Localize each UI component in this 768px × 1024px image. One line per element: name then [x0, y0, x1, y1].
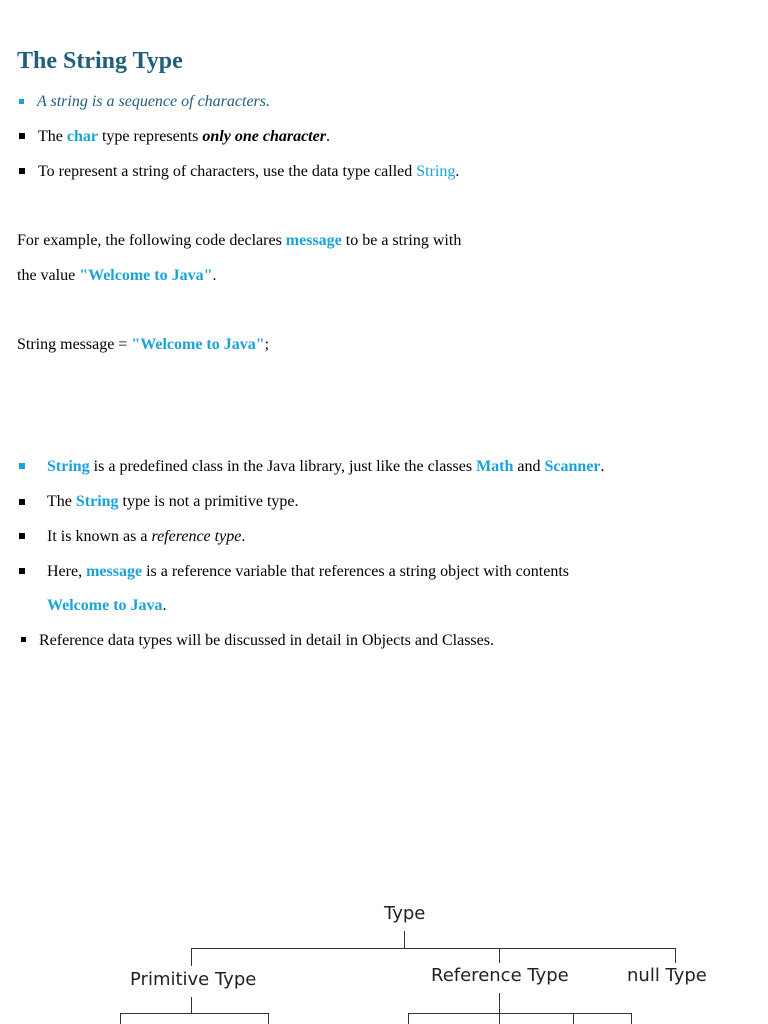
emphasis-text: reference type [151, 528, 242, 545]
text-segment: to be a string with [341, 232, 462, 249]
keyword-scanner: Scanner [544, 458, 601, 475]
diagram-root-type: Type [384, 903, 426, 924]
diagram-reference-type: Reference Type [431, 965, 569, 986]
text-segment: . [600, 458, 605, 475]
text-segment: . [212, 267, 217, 284]
diagram-connector [499, 993, 500, 1013]
diagram-primitive-type: Primitive Type [130, 969, 257, 990]
string-class-text [47, 458, 605, 476]
text-segment: The [47, 493, 76, 510]
text-segment: and [513, 458, 545, 475]
keyword-math: Math [476, 458, 514, 475]
keyword-char: char [66, 128, 98, 145]
text-segment: String message = [17, 336, 132, 353]
bullet-icon [19, 568, 25, 574]
not-primitive-text [47, 493, 299, 511]
string-literal: "Welcome to Java" [131, 336, 265, 353]
diagram-connector [120, 1013, 121, 1024]
diagram-connector [573, 1013, 574, 1024]
diagram-connector [268, 1013, 269, 1024]
keyword-message: message [285, 232, 342, 249]
bullet-icon [19, 99, 24, 104]
reference-variable-continuation [47, 597, 167, 615]
keyword-string: String [416, 163, 456, 180]
diagram-connector [408, 1013, 632, 1014]
char-type-text [38, 128, 330, 146]
text-segment: ; [264, 336, 270, 353]
text-segment: type is not a primitive type. [118, 493, 299, 510]
diagram-connector [404, 931, 405, 948]
diagram-connector [191, 948, 676, 949]
text-segment: . [241, 528, 246, 545]
reference-variable-text [47, 563, 569, 581]
text-segment: For example, the following code declares [17, 232, 286, 249]
diagram-connector [408, 1013, 409, 1024]
text-segment: To represent a string of characters, use the data type called [38, 163, 417, 180]
example-line-1 [17, 232, 461, 250]
keyword-string: String [47, 458, 90, 475]
bullet-icon [19, 168, 25, 174]
text-segment: is a predefined class in the Java library, just like the classes [89, 458, 477, 475]
diagram-connector [120, 1013, 269, 1014]
text-segment: The [38, 128, 67, 145]
diagram-connector [631, 1013, 632, 1024]
page-title: The String Type [17, 48, 183, 74]
text-segment: Here, [47, 563, 87, 580]
bullet-icon [19, 533, 25, 539]
objects-classes-text: Reference data types will be discussed in detail in Objects and Classes. [39, 632, 494, 649]
code-line [17, 336, 269, 354]
definition-text: A string is a sequence of characters. [37, 93, 271, 110]
reference-type-text [47, 528, 245, 546]
diagram-null-type: null Type [627, 965, 707, 986]
keyword-message: message [86, 563, 143, 580]
text-segment: It is known as a [47, 528, 152, 545]
keyword-welcome: "Welcome to Java" [79, 267, 213, 284]
bullet-icon [21, 637, 26, 642]
emphasis-text: only one character [202, 128, 326, 145]
bullet-icon [19, 499, 25, 505]
keyword-welcome: Welcome to Java [47, 597, 163, 614]
text-segment: the value [17, 267, 80, 284]
bullet-icon [19, 463, 25, 469]
diagram-connector [675, 948, 676, 963]
diagram-connector [191, 997, 192, 1013]
example-line-2 [17, 267, 217, 285]
diagram-connector [191, 948, 192, 966]
text-segment: type represents [97, 128, 203, 145]
text-segment: is a reference variable that references a string object with contents [142, 563, 569, 580]
text-segment: . [455, 163, 460, 180]
diagram-connector [499, 1013, 500, 1024]
text-segment: . [162, 597, 167, 614]
string-type-text [38, 163, 459, 181]
diagram-connector [499, 948, 500, 963]
text-segment: . [325, 128, 330, 145]
keyword-string: String [75, 493, 119, 510]
bullet-icon [19, 133, 25, 139]
